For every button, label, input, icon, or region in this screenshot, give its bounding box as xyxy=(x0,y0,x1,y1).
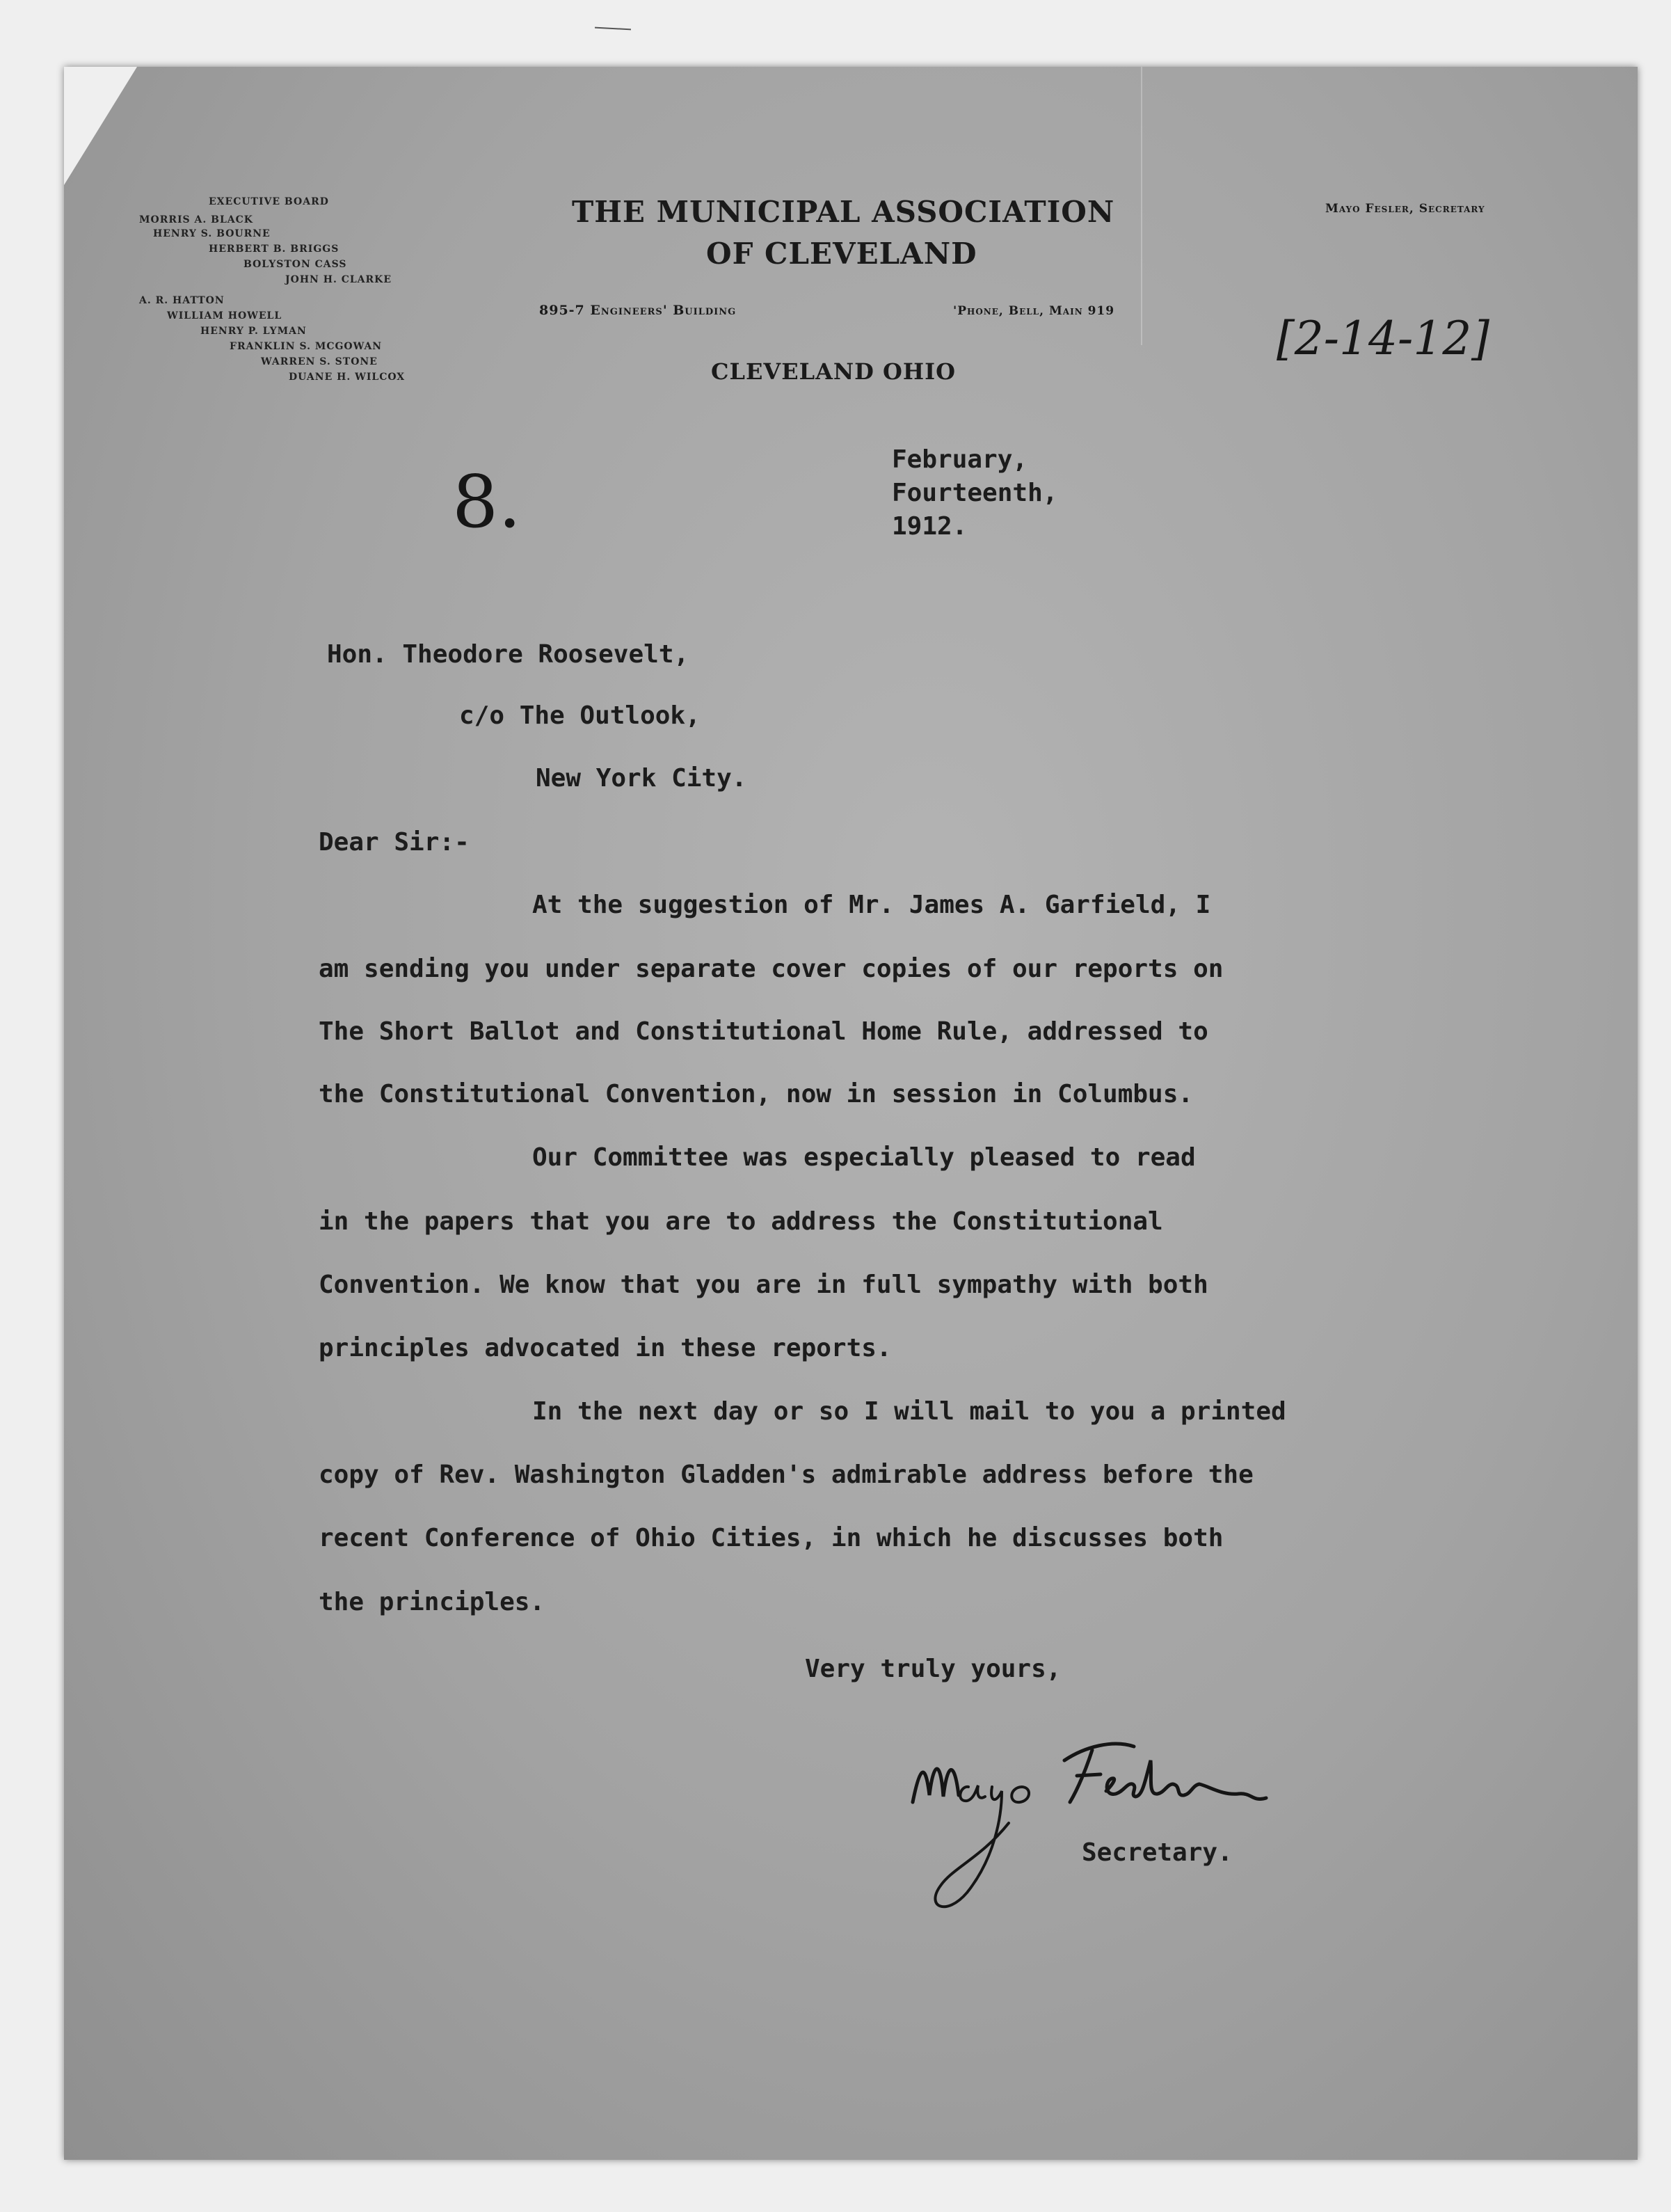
date-stamp-annotation: [2-14-12] xyxy=(1277,312,1490,365)
board-member: MORRIS A. BLACK xyxy=(139,214,253,225)
body-line: Convention. We know that you are in full sympathy with both xyxy=(319,1271,1208,1299)
signature-title: Secretary. xyxy=(1082,1838,1233,1867)
body-line: Our Committee was especially pleased to read xyxy=(532,1143,1196,1172)
body-line: At the suggestion of Mr. James A. Garfield, I xyxy=(532,891,1211,919)
board-member: HENRY P. LYMAN xyxy=(200,326,307,337)
paper-crease xyxy=(1141,67,1142,345)
date-line-year: 1912. xyxy=(892,512,968,541)
page-mark-annotation: 8. xyxy=(452,459,522,544)
body-line: The Short Ballot and Constitutional Home Rule, addressed to xyxy=(319,1017,1208,1046)
org-name: THE MUNICIPAL ASSOCIATION xyxy=(572,195,1115,229)
secretary-header: Mayo Fesler, Secretary xyxy=(1325,202,1485,216)
org-name-line2: OF CLEVELAND xyxy=(706,237,977,271)
board-member: HERBERT B. BRIGGS xyxy=(209,244,339,255)
body-line: the principles. xyxy=(319,1588,545,1616)
scan-mark xyxy=(595,27,631,31)
folded-corner xyxy=(64,67,137,185)
board-member: FRANKLIN S. MCGOWAN xyxy=(230,341,383,352)
salutation: Dear Sir:- xyxy=(319,828,470,857)
board-title: EXECUTIVE BOARD xyxy=(209,196,329,207)
date-line-month: February, xyxy=(892,445,1028,474)
closing: Very truly yours, xyxy=(805,1655,1062,1683)
org-phone: 'Phone, Bell, Main 919 xyxy=(953,304,1115,318)
board-member: JOHN H. CLARKE xyxy=(285,274,392,285)
date-line-day: Fourteenth, xyxy=(892,479,1058,507)
recipient-name: Hon. Theodore Roosevelt, xyxy=(327,640,689,669)
body-line: the Constitutional Convention, now in session in Columbus. xyxy=(319,1080,1194,1108)
board-member: WARREN S. STONE xyxy=(261,356,378,367)
body-line: copy of Rev. Washington Gladden's admirable address before the xyxy=(319,1461,1254,1489)
body-line: in the papers that you are to address the Constitutional xyxy=(319,1207,1163,1236)
recipient-care-of: c/o The Outlook, xyxy=(459,701,701,730)
board-member: HENRY S. BOURNE xyxy=(153,228,271,239)
body-line: principles advocated in these reports. xyxy=(319,1334,892,1362)
board-member: WILLIAM HOWELL xyxy=(167,310,282,321)
board-member: DUANE H. WILCOX xyxy=(289,372,406,383)
org-city: CLEVELAND OHIO xyxy=(711,358,956,385)
board-member: A. R. HATTON xyxy=(139,295,225,306)
body-line: recent Conference of Ohio Cities, in which he discusses both xyxy=(319,1524,1224,1552)
board-member: BOLYSTON CASS xyxy=(243,259,347,270)
body-line: am sending you under separate cover copies of our reports on xyxy=(319,955,1224,983)
signature xyxy=(904,1719,1336,1927)
recipient-city: New York City. xyxy=(536,764,747,793)
body-line: In the next day or so I will mail to you a printed xyxy=(532,1397,1286,1426)
org-address: 895-7 Engineers' Building xyxy=(539,303,737,318)
